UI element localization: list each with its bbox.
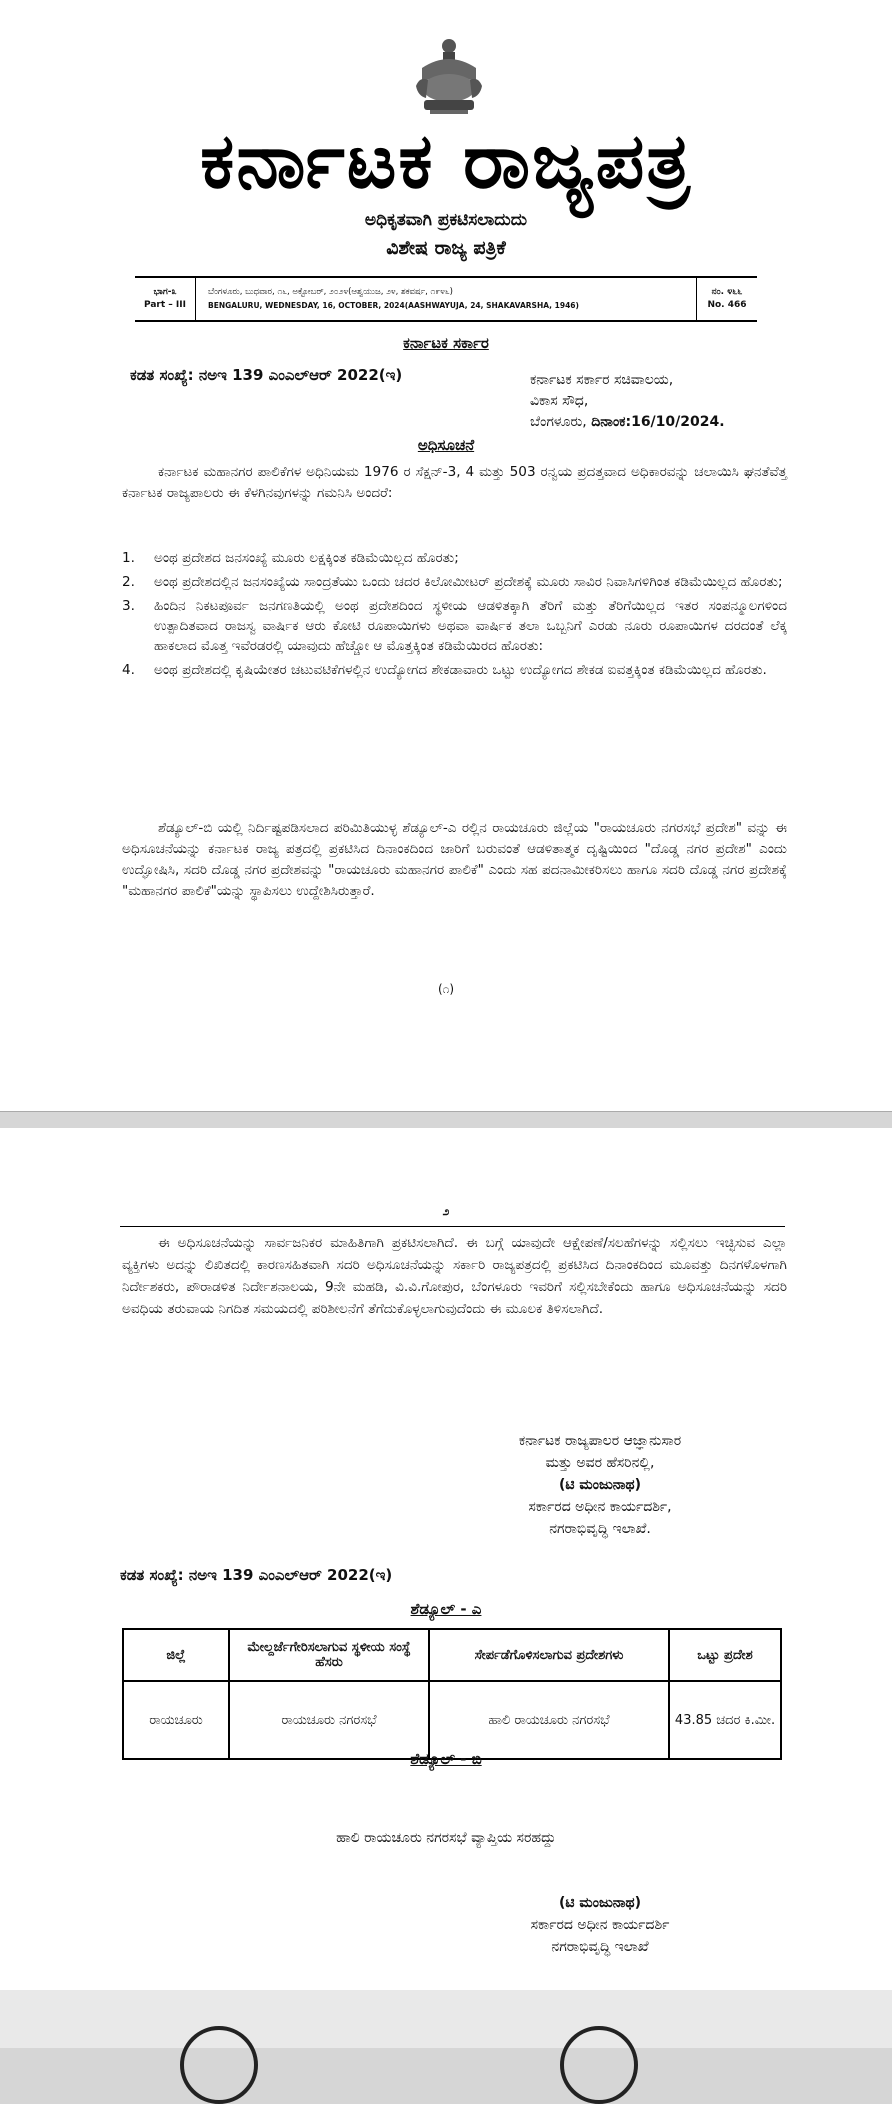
date-cell bbox=[196, 278, 697, 320]
schedule-b-text: ಹಾಲಿ ರಾಯಚೂರು ನಗರಸಭೆ ವ್ಯಾಪ್ತಿಯ ಸರಹದ್ದು bbox=[336, 1830, 556, 1846]
partial-glyph bbox=[180, 2026, 258, 2104]
column-header: ಮೇಲ್ದರ್ಜೆಗೇರಿಸಲಾಗುವ ಸ್ಥಳೀಯ ಸಂಸ್ಥೆ ಹೆಸರು bbox=[229, 1629, 429, 1681]
list-item bbox=[122, 596, 787, 656]
address-line-1: ಕರ್ನಾಟಕ ಸರ್ಕಾರ ಸಚಿವಾಲಯ, bbox=[530, 372, 674, 388]
address-block bbox=[530, 370, 725, 433]
page-number-2: ೨ bbox=[442, 1204, 450, 1218]
state-emblem-icon bbox=[410, 36, 488, 116]
signature-block-1 bbox=[450, 1430, 750, 1540]
condition-text: ಅಂಥ ಪ್ರದೇಶದ ಜನಸಂಖ್ಯೆ ಮೂರು ಲಕ್ಷಕ್ಕಿಂತ ಕಡಿಮೆಯಿಲ್ಲದ ಹೊರತು; bbox=[154, 550, 459, 566]
condition-text: ಅಂಥ ಪ್ರದೇಶದಲ್ಲಿ ಕೃಷಿಯೇತರ ಚಟುವಟಿಕೆಗಳಲ್ಲಿನ ಉದ್ಯೋಗದ ಶೇಕಡಾವಾರು ಒಟ್ಟು ಉದ್ಯೋಗದ ಶೇಕಡ ಐವತ್ತಕ್ಕಿಂತ ಕಡಿಮೆಯಿಲ್ಲದ ಹೊರತು. bbox=[154, 662, 767, 678]
gazette-subtitle-official: ಅಧಿಕೃತವಾಗಿ ಪ್ರಕಟಿಸಲಾದುದು bbox=[364, 210, 528, 230]
date-en: BENGALURU, WEDNESDAY, 16, OCTOBER, 2024(AASHWAYUJA, 24, SHAKAVARSHA, 1946) bbox=[208, 301, 579, 310]
table-cell: ಹಾಲಿ ರಾಯಚೂರು ನಗರಸಭೆ bbox=[429, 1681, 669, 1759]
conditions-list bbox=[122, 548, 787, 684]
issue-number-cell bbox=[697, 278, 757, 320]
part-kn: ಭಾಗ-೩ bbox=[153, 287, 177, 297]
file-reference: ಕಡತ ಸಂಖ್ಯೆ: ನಅಇ 139 ಎಂಎಲ್ಆರ್ 2022(ಇ) bbox=[130, 366, 403, 384]
notification-heading: ಅಧಿಸೂಚನೆ bbox=[417, 436, 475, 454]
signatory-name: (ಟಿ ಮಂಜುನಾಥ) bbox=[559, 1477, 641, 1493]
list-item bbox=[122, 548, 787, 568]
table-cell: ರಾಯಚೂರು bbox=[123, 1681, 229, 1759]
list-item bbox=[122, 660, 787, 680]
part-en: Part – III bbox=[144, 300, 186, 310]
page-number-1: (೧) bbox=[437, 982, 455, 996]
issue-no-kn: ನಂ. ೪೬೬ bbox=[711, 287, 743, 297]
address-line-3 bbox=[530, 412, 725, 433]
part-cell bbox=[135, 278, 196, 320]
schedule-a-title: ಶೆಡ್ಯೂಲ್ - ಎ bbox=[410, 1600, 482, 1618]
table-cell: ರಾಯಚೂರು ನಗರಸಭೆ bbox=[229, 1681, 429, 1759]
address-line-2: ವಿಕಾಸ ಸೌಧ, bbox=[530, 393, 589, 409]
signature-name-line: ಮತ್ತು ಅವರ ಹೆಸರಿನಲ್ಲಿ, bbox=[545, 1455, 655, 1471]
signatory-department: ನಗರಾಭಿವೃದ್ಧಿ ಇಲಾಖೆ bbox=[551, 1939, 649, 1955]
condition-number: 1. bbox=[122, 550, 135, 566]
partial-glyph bbox=[560, 2026, 638, 2104]
notification-date: ದಿನಾಂಕ:16/10/2024. bbox=[591, 414, 725, 430]
table-header-row bbox=[123, 1629, 781, 1681]
condition-number: 2. bbox=[122, 574, 135, 590]
signatory-designation: ಸರ್ಕಾರದ ಅಧೀನ ಕಾರ್ಯದರ್ಶಿ bbox=[530, 1917, 670, 1933]
table-cell: 43.85 ಚದರ ಕಿ.ಮೀ. bbox=[669, 1681, 781, 1759]
signatory-designation: ಸರ್ಕಾರದ ಅಧೀನ ಕಾರ್ಯದರ್ಶಿ, bbox=[528, 1499, 672, 1515]
intro-paragraph: ಕರ್ನಾಟಕ ಮಹಾನಗರ ಪಾಲಿಕೆಗಳ ಅಧಿನಿಯಮ 1976 ರ ಸೆಕ್ಷನ್-3, 4 ಮತ್ತು 503 ರನ್ವಯ ಪ್ರದತ್ತವಾದ ಅಧಿಕಾರವನ್ನು ಚಲಾಯಿಸಿ ಘನತೆವೆತ್ತ ಕರ್ನಾಟಕ ರಾಜ್ಯಪಾಲರು ಈ ಕೆಳಗಿನವುಗಳನ್ನು ಗಮನಿಸಿ ಅಂದರೆ: bbox=[122, 464, 787, 501]
column-header: ಜಿಲ್ಲೆ bbox=[123, 1629, 229, 1681]
condition-text: ಅಂಥ ಪ್ರದೇಶದಲ್ಲಿನ ಜನಸಂಖ್ಯೆಯ ಸಾಂದ್ರತೆಯು ಒಂದು ಚದರ ಕಿಲೋಮೀಟರ್ ಪ್ರದೇಶಕ್ಕೆ ಮೂರು ಸಾವಿರ ನಿವಾಸಿಗಳಿಗಿಂತ ಕಡಿಮೆಯಿಲ್ಲದ ಹೊರತು; bbox=[154, 574, 783, 590]
condition-number: 4. bbox=[122, 662, 135, 678]
condition-text: ಹಿಂದಿನ ನಿಕಟಪೂರ್ವ ಜನಗಣತಿಯಲ್ಲಿ ಅಂಥ ಪ್ರದೇಶದಿಂದ ಸ್ಥಳೀಯ ಆಡಳಿತಕ್ಕಾಗಿ ತೆರಿಗೆ ಮತ್ತು ತೆರಿಗೆಯಿಲ್ಲದ ಇತರ ಸಂಪನ್ಮೂಲಗಳಿಂದ ಉತ್ಪಾದಿತವಾದ ರಾಜಸ್ವ ವಾರ್ಷಿಕ ಆರು ಕೋಟಿ ರೂಪಾಯಿಗಳು ಅಥವಾ ವಾರ್ಷಿಕ ತಲಾ ಒಬ್ಬನಿಗೆ ಎರಡು ನೂರು ರೂಪಾಯಿಗಳ ದರದಂತೆ ಲೆಕ್ಕ ಹಾಕಲಾದ ಮೊತ್ತ ಇವೆರಡರಲ್ಲಿ ಯಾವುದು ಹೆಚ್ಚೋ ಆ ಮೊತ್ತಕ್ಕಿಂತ ಕಡಿಮೆಯಿರದ ಹೊರತು: bbox=[154, 598, 787, 654]
signatory-name: (ಟಿ ಮಂಜುನಾಥ) bbox=[559, 1895, 641, 1911]
gazette-title: ಕರ್ನಾಟಕ ರಾಜ್ಯಪತ್ರ bbox=[200, 116, 692, 205]
page-rule bbox=[120, 1226, 785, 1227]
gazette-info-bar bbox=[135, 276, 757, 322]
gazette-subtitle-special: ವಿಶೇಷ ರಾಜ್ಯ ಪತ್ರಿಕೆ bbox=[386, 237, 506, 259]
address-city: ಬೆಂಗಳೂರು, bbox=[530, 414, 592, 430]
file-reference-2: ಕಡತ ಸಂಖ್ಯೆ: ನಅಇ 139 ಎಂಎಲ್ಆರ್ 2022(ಇ) bbox=[120, 1566, 393, 1584]
date-kn: ಬೆಂಗಳೂರು, ಬುಧವಾರ, ೧೬, ಅಕ್ಟೋಬರ್, ೨೦೨೪(ಆಶ್ವಯುಜ, ೨೪, ಶಕವರ್ಷ, ೧೯೪೬) bbox=[208, 287, 453, 297]
signature-block-2 bbox=[450, 1892, 750, 1958]
list-item bbox=[122, 572, 787, 592]
column-header: ಸೇರ್ಪಡೆಗೊಳಿಸಲಾಗುವ ಪ್ರದೇಶಗಳು bbox=[429, 1629, 669, 1681]
signatory-department: ನಗರಾಭಿವೃದ್ಧಿ ಇಲಾಖೆ. bbox=[549, 1521, 651, 1537]
issue-no-en: No. 466 bbox=[707, 300, 747, 310]
condition-number: 3. bbox=[122, 598, 135, 614]
public-paragraph: ಈ ಅಧಿಸೂಚನೆಯನ್ನು ಸಾರ್ವಜನಿಕರ ಮಾಹಿತಿಗಾಗಿ ಪ್ರಕಟಿಸಲಾಗಿದೆ. ಈ ಬಗ್ಗೆ ಯಾವುದೇ ಆಕ್ಷೇಪಣೆ/ಸಲಹೆಗಳನ್ನು ಸಲ್ಲಿಸಲು ಇಚ್ಛಿಸುವ ಎಲ್ಲಾ ವ್ಯಕ್ತಿಗಳು ಅದನ್ನು ಲಿಖಿತದಲ್ಲಿ ಕಾರಣಸಹಿತವಾಗಿ ಸದರಿ ಅಧಿಸೂಚನೆಯನ್ನು ಸರ್ಕಾರಿ ರಾಜ್ಯಪತ್ರದಲ್ಲಿ ಪ್ರಕಟಿಸಿದ ದಿನಾಂಕದಿಂದ ಮೂವತ್ತು ದಿನಗಳೊಳಗಾಗಿ ನಿರ್ದೇಶಕರು, ಪೌರಾಡಳಿತ ನಿರ್ದೇಶನಾಲಯ, 9ನೇ ಮಹಡಿ, ವಿ.ವಿ.ಗೋಪುರ, ಬೆಂಗಳೂರು ಇವರಿಗೆ ಸಲ್ಲಿಸಬೇಕೆಂದು ಹಾಗೂ ಅಧಿಸೂಚನೆಯನ್ನು ಸದರಿ ಅವಧಿಯ ತರುವಾಯ ನಿಗದಿತ ಸಮಯದಲ್ಲಿ ಪರಿಶೀಲನೆಗೆ ತೆಗೆದುಕೊಳ್ಳಲಾಗುವುದೆಂದು ಈ ಮೂಲಕ ತಿಳಿಸಲಾಗಿದೆ. bbox=[122, 1235, 787, 1317]
schedule-a-table bbox=[122, 1628, 782, 1760]
next-page-strip bbox=[0, 1990, 892, 2048]
column-header: ಒಟ್ಟು ಪ್ರದೇಶ bbox=[669, 1629, 781, 1681]
government-heading: ಕರ್ನಾಟಕ ಸರ್ಕಾರ bbox=[403, 334, 489, 352]
table-row bbox=[123, 1681, 781, 1759]
signature-order-line: ಕರ್ನಾಟಕ ರಾಜ್ಯಪಾಲರ ಆಜ್ಞಾನುಸಾರ bbox=[518, 1433, 682, 1449]
main-paragraph: ಶೆಡ್ಯೂಲ್-ಬಿ ಯಲ್ಲಿ ನಿರ್ದಿಷ್ಟಪಡಿಸಲಾದ ಪರಿಮಿತಿಯುಳ್ಳ ಶೆಡ್ಯೂಲ್-ಎ ರಲ್ಲಿನ ರಾಯಚೂರು ಜಿಲ್ಲೆಯ "ರಾಯಚೂರು ನಗರಸಭೆ ಪ್ರದೇಶ" ವನ್ನು ಈ ಅಧಿಸೂಚನೆಯನ್ನು ಕರ್ನಾಟಕ ರಾಜ್ಯ ಪತ್ರದಲ್ಲಿ ಪ್ರಕಟಿಸಿದ ದಿನಾಂಕದಿಂದ ಜಾರಿಗೆ ಬರುವಂತೆ ಆಡಳಿತಾತ್ಮಕ ದೃಷ್ಟಿಯಿಂದ "ದೊಡ್ಡ ನಗರ ಪ್ರದೇಶ" ಎಂದು ಉದ್ಘೋಷಿಸಿ, ಸದರಿ ದೊಡ್ಡ ನಗರ ಪ್ರದೇಶವನ್ನು "ರಾಯಚೂರು ಮಹಾನಗರ ಪಾಲಿಕೆ" ಎಂದು ಸಹ ಪದನಾಮೀಕರಿಸಲು ಹಾಗೂ ಸದರಿ ದೊಡ್ಡ ನಗರ ಪ್ರದೇಶಕ್ಕೆ "ಮಹಾನಗರ ಪಾಲಿಕೆ"ಯನ್ನು ಸ್ಥಾಪಿಸಲು ಉದ್ದೇಶಿಸಿರುತ್ತಾರೆ. bbox=[122, 820, 787, 899]
schedule-b-title: ಶೆಡ್ಯೂಲ್ - ಬಿ bbox=[410, 1750, 482, 1768]
